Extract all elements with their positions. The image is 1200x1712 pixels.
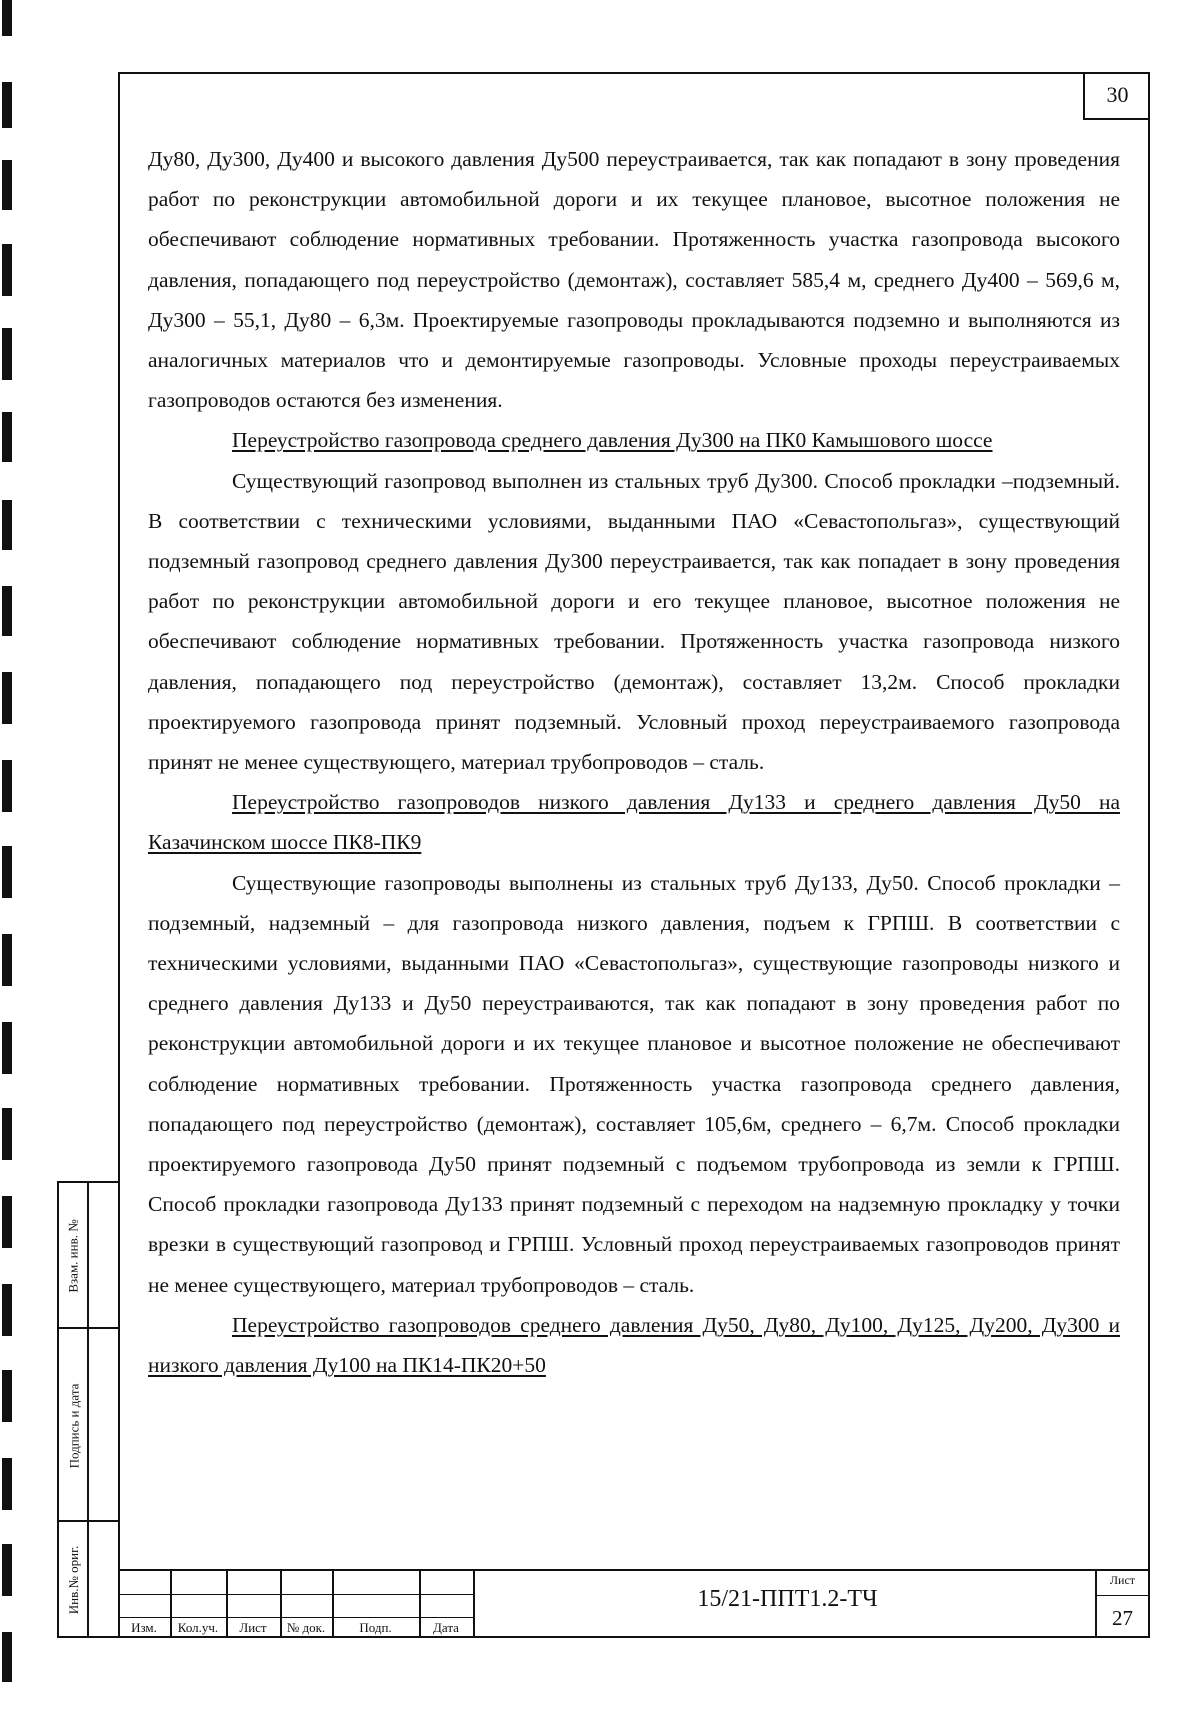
tb-rule	[118, 1617, 473, 1618]
scan-mark	[2, 1108, 12, 1160]
tb-rule	[118, 1594, 473, 1595]
scan-mark	[2, 82, 12, 128]
tb-rule	[1095, 1595, 1150, 1596]
scan-mark	[2, 760, 12, 812]
scan-mark	[2, 0, 12, 36]
stamp-cell	[89, 1329, 120, 1522]
section-heading	[148, 1305, 1120, 1385]
col-list: Лист	[239, 1620, 267, 1635]
col-data: Дата	[433, 1620, 459, 1635]
col-doc-no: № док.	[286, 1620, 326, 1635]
paragraph: Существующий газопровод выполнен из стальных труб Ду300. Способ прокладки –подземный. В соответствии с техническими условиями, выданными ПАО «Севастопольгаз», существующий подземный газопровод среднего давления Ду300 переустраивается, так как попадает в зону проведения работ по реконструкции автомобильной дороги и его текущее плановое, высотное положения не обеспечивают соблюдение нормативных требовании. Протяженность участка газопровода низкого давления, попадающего под переустройство (демонтаж), составляет 13,2м. Способ прокладки проектируемого газопровода принят подземный. Условный проход переустраиваемого газопровода принят не менее существующего, материал трубопроводов – сталь.	[148, 468, 1120, 775]
scan-mark	[2, 846, 12, 898]
section-heading	[148, 782, 1120, 862]
paragraph: Ду80, Ду300, Ду400 и высокого давления Ду500 переустраивается, так как попадают в зону проведения работ по реконструкции автомобильной дороги и их текущее плановое, высотное положения не обеспечивают соблюдение нормативных требовании. Протяженность участка газопровода высокого давления, попадающего под переустройство (демонтаж), составляет 585,4 м, среднего Ду400 – 569,6 м, Ду300 – 55,1, Ду80 – 6,3м. Проектируемые газопроводы прокладываются подземно и выполняются из аналогичных материалов что и демонтируемые газопроводы. Условные проходы переустраиваемых газопроводов остаются без изменения.	[148, 147, 1120, 413]
inv-orig-label: Инв.№ ориг.	[66, 1545, 81, 1615]
stamp-cell	[89, 1522, 120, 1638]
sheet-label: Лист	[1109, 1573, 1136, 1587]
scan-mark	[2, 244, 12, 296]
scan-mark	[2, 672, 12, 724]
tb-divider	[473, 1571, 475, 1638]
section-heading-text: Переустройство газопроводов среднего давления Ду50, Ду80, Ду100, Ду125, Ду200, Ду300 и низкого давления Ду100 на ПК14-ПК20+50	[148, 1312, 1120, 1378]
section-heading-text: Переустройство газопровода среднего давления Ду300 на ПК0 Камышового шоссе	[232, 428, 993, 453]
scan-mark	[2, 412, 12, 462]
scan-mark	[2, 1196, 12, 1248]
scan-mark	[2, 1458, 12, 1510]
scan-mark	[2, 500, 12, 550]
document-body	[148, 139, 1120, 1385]
scan-mark	[2, 934, 12, 986]
sheet-number: 27	[1112, 1606, 1133, 1630]
col-podp: Подп.	[359, 1620, 392, 1635]
scan-mark	[2, 328, 12, 380]
stamp-cell	[89, 1183, 120, 1329]
section-heading-text: Переустройство газопроводов низкого давления Ду133 и среднего давления Ду50 на Казачинском шоссе ПК8-ПК9	[148, 790, 1120, 855]
document-code: 15/21-ППТ1.2-ТЧ	[697, 1586, 878, 1612]
scan-mark	[2, 1544, 12, 1596]
scan-mark	[2, 1632, 12, 1682]
page-number: 30	[1083, 72, 1150, 120]
margin-stamp	[57, 1181, 118, 1638]
vzam-inv-label: Взам. инв. №	[66, 1219, 82, 1293]
paragraph: Существующие газопроводы выполнены из стальных труб Ду133, Ду50. Способ прокладки – подземный, надземный – для газопровода низкого давления, подъем к ГРПШ. В соответствии с техническими условиями, выданными ПАО «Севастопольгаз», существующие газопроводы низкого и среднего давления Ду133 и Ду50 переустраиваются, так как попадают в зону проведения работ по реконструкции автомобильной дороги и их текущее плановое и высотное положение не обеспечивают соблюдение нормативных требовании. Протяженность участка газопровода среднего давления, попадающего под переустройство (демонтаж), составляет 105,6м, среднего – 6,7м. Способ прокладки проектируемого газопровода Ду50 принят подземный с подъемом трубопровода из земли к ГРПШ. Способ прокладки газопровода Ду133 принят подземный с переходом на надземную прокладку у точки врезки в существующий газопровод и ГРПШ. Условный проход переустраиваемых газопроводов принят не менее существующего, материал трубопроводов – сталь.	[148, 870, 1120, 1297]
scan-mark	[2, 1370, 12, 1422]
section-heading	[148, 420, 1120, 460]
podpis-data-label: Подпись и дата	[66, 1383, 82, 1468]
scan-mark	[2, 586, 12, 636]
scan-mark	[2, 1022, 12, 1074]
scan-mark	[2, 1284, 12, 1336]
col-kol-uch: Кол.уч.	[177, 1620, 219, 1635]
col-izm: Изм.	[131, 1620, 157, 1635]
scan-mark	[2, 160, 12, 210]
